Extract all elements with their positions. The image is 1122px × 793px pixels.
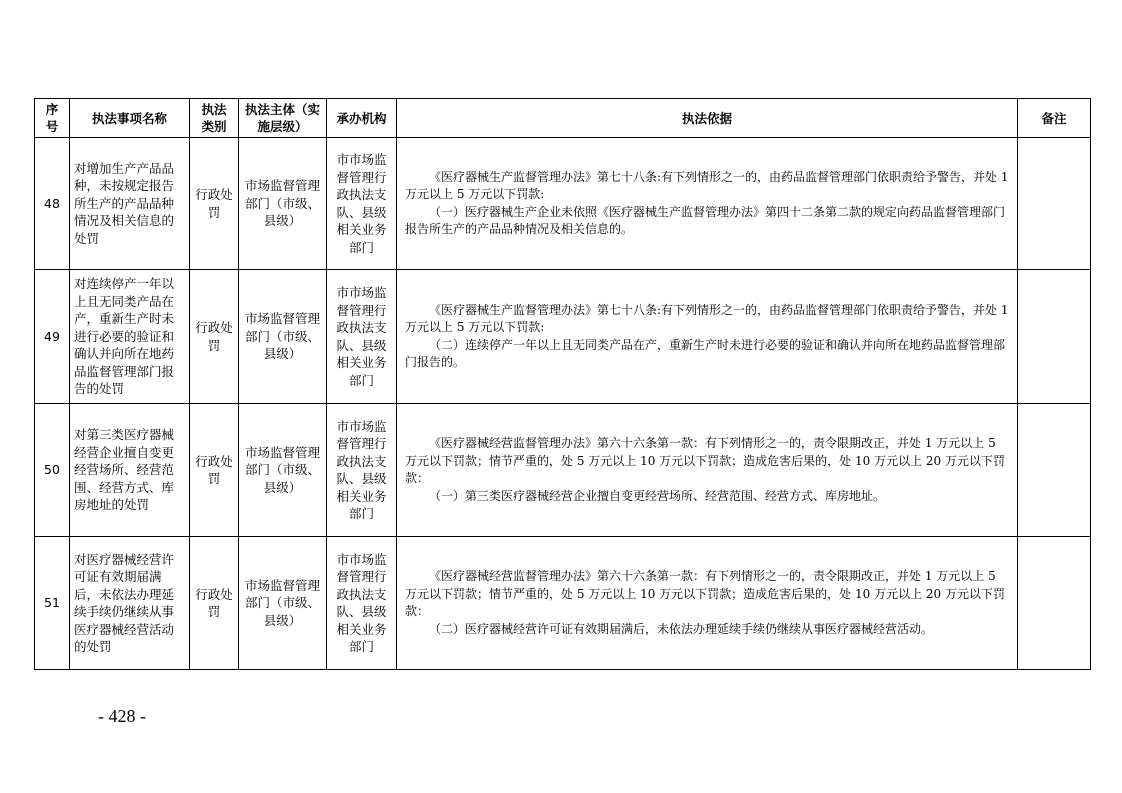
legal-basis — [397, 537, 1018, 670]
enforcement-subject: 市场监督管理部门（市级、县级） — [239, 270, 327, 404]
legal-basis — [397, 270, 1018, 404]
basis-paragraph: 《医疗器械经营监督管理办法》第六十六条第一款：有下列情形之一的，责令限期改正，并处 1 万元以上 5 万元以下罚款；情节严重的，处 5 万元以上 10 万元以下罚款；造成危害后果的，处 10 万元以上 20 万元以下罚款： — [405, 569, 1005, 618]
row-number: 49 — [35, 270, 70, 404]
responsible-organization: 市市场监督管理行政执法支队、县级相关业务部门 — [327, 537, 397, 670]
responsible-organization: 市市场监督管理行政执法支队、县级相关业务部门 — [327, 138, 397, 270]
header-note: 备注 — [1018, 99, 1091, 138]
enforcement-type: 行政处罚 — [190, 138, 239, 270]
header-organization: 承办机构 — [327, 99, 397, 138]
law-enforcement-table — [34, 98, 1091, 670]
header-category: 执法类别 — [190, 99, 239, 138]
table-header — [35, 99, 1091, 138]
enforcement-type: 行政处罚 — [190, 537, 239, 670]
table-row — [35, 270, 1091, 404]
legal-basis — [397, 138, 1018, 270]
basis-paragraph: （一）第三类医疗器械经营企业擅自变更经营场所、经营范围、经营方式、库房地址。 — [429, 488, 886, 503]
table-row — [35, 404, 1091, 537]
legal-basis — [397, 404, 1018, 537]
remarks — [1018, 270, 1091, 404]
enforcement-type: 行政处罚 — [190, 404, 239, 537]
header-subject: 执法主体（实施层级） — [239, 99, 327, 138]
remarks — [1018, 537, 1091, 670]
table-row — [35, 537, 1091, 670]
header-no: 序号 — [35, 99, 70, 138]
responsible-organization: 市市场监督管理行政执法支队、县级相关业务部门 — [327, 404, 397, 537]
item-name: 对医疗器械经营许可证有效期届满后，未依法办理延续手续仍继续从事医疗器械经营活动的处罚 — [70, 537, 190, 670]
header-item-name: 执法事项名称 — [70, 99, 190, 138]
header-basis: 执法依据 — [397, 99, 1018, 138]
basis-paragraph: 《医疗器械经营监督管理办法》第六十六条第一款：有下列情形之一的，责令限期改正，并处 1 万元以上 5 万元以下罚款；情节严重的，处 5 万元以上 10 万元以下罚款；造成危害后果的，处 10 万元以上 20 万元以下罚款： — [405, 436, 1005, 485]
responsible-organization: 市市场监督管理行政执法支队、县级相关业务部门 — [327, 270, 397, 404]
basis-paragraph: 《医疗器械生产监督管理办法》第七十八条:有下列情形之一的，由药品监督管理部门依职责给予警告，并处 1 万元以上 5 万元以下罚款: — [405, 169, 1009, 201]
table-row — [35, 138, 1091, 270]
page-number: - 428 - — [98, 706, 146, 726]
row-number: 50 — [35, 404, 70, 537]
enforcement-subject: 市场监督管理部门（市级、县级） — [239, 138, 327, 270]
remarks — [1018, 404, 1091, 537]
enforcement-subject: 市场监督管理部门（市级、县级） — [239, 537, 327, 670]
enforcement-type: 行政处罚 — [190, 270, 239, 404]
enforcement-subject: 市场监督管理部门（市级、县级） — [239, 404, 327, 537]
remarks — [1018, 138, 1091, 270]
basis-paragraph: 《医疗器械生产监督管理办法》第七十八条:有下列情形之一的，由药品监督管理部门依职责给予警告，并处 1 万元以上 5 万元以下罚款: — [405, 302, 1009, 334]
basis-paragraph: （一）医疗器械生产企业未依照《医疗器械生产监督管理办法》第四十二条第二款的规定向药品监督管理部门报告所生产的产品品种情况及相关信息的。 — [405, 204, 1006, 236]
header-row — [35, 99, 1091, 138]
item-name: 对第三类医疗器械经营企业擅自变更经营场所、经营范围、经营方式、库房地址的处罚 — [70, 404, 190, 537]
item-name: 对连续停产一年以上且无同类产品在产，重新生产时未进行必要的验证和确认并向所在地药品监督管理部门报告的处罚 — [70, 270, 190, 404]
item-name: 对增加生产产品品种，未按规定报告所生产的产品品种情况及相关信息的处罚 — [70, 138, 190, 270]
basis-paragraph: （二）连续停产一年以上且无同类产品在产，重新生产时未进行必要的验证和确认并向所在地药品监督管理部门报告的。 — [405, 337, 1006, 369]
basis-paragraph: （二）医疗器械经营许可证有效期届满后，未依法办理延续手续仍继续从事医疗器械经营活动。 — [429, 621, 934, 636]
row-number: 48 — [35, 138, 70, 270]
row-number: 51 — [35, 537, 70, 670]
